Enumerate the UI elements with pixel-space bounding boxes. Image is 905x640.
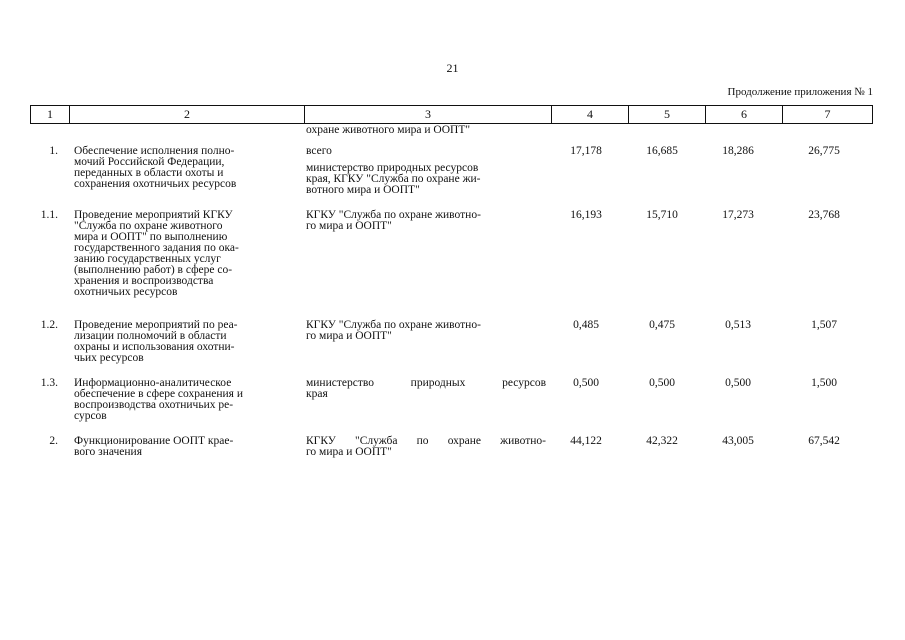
column-header-1: 1	[31, 106, 70, 124]
value-col-6: 43,005	[722, 435, 754, 447]
executor-total: всего	[306, 145, 332, 157]
measure-name: Функционирование ООПТ крае- вого значения	[74, 435, 234, 458]
value-col-5: 0,500	[649, 377, 675, 389]
measure-name: Обеспечение исполнения полно- мочий Российской Федерации, переданных в области охоты и сохранения охотничьих ресурсов	[74, 145, 237, 190]
row-number: 1.	[49, 145, 58, 157]
measure-name: Информационно-аналитическое обеспечение в сфере сохранения и воспроизводства охотничьих ре- сурсов	[74, 377, 243, 422]
column-header-3: 3	[305, 106, 552, 124]
value-col-5: 15,710	[646, 209, 678, 221]
page-number: 21	[446, 61, 459, 75]
value-col-4: 16,193	[570, 209, 602, 221]
column-header-5: 5	[629, 106, 706, 124]
value-col-6: 17,273	[722, 209, 754, 221]
measure-name: Проведение мероприятий КГКУ "Служба по охране животного мира и ООПТ" по выполнению государственного задания по ока- занию государственных услуг (выполнению работ) в сфере со- хранения и воспроизводства охотничьих ресурсов	[74, 209, 239, 298]
carryover-executor-text: охране животного мира и ООПТ"	[306, 124, 471, 136]
value-col-4: 0,500	[573, 377, 599, 389]
continuation-note: Продолжение приложения № 1	[727, 86, 873, 98]
column-header-6: 6	[706, 106, 783, 124]
value-col-6: 0,513	[725, 319, 751, 331]
executor: всего министерство природных ресурсов края, КГКУ "Служба по охране жи- вотного мира и ООПТ"	[306, 146, 546, 196]
value-col-7: 1,507	[811, 319, 837, 331]
executor: КГКУ "Служба по охране животно- го мира и ООПТ"	[306, 435, 546, 458]
row-number: 1.3.	[40, 377, 58, 389]
value-col-4: 0,485	[573, 319, 599, 331]
value-col-5: 0,475	[649, 319, 675, 331]
executor: КГКУ "Служба по охране животно- го мира и ООПТ"	[306, 209, 481, 232]
value-col-7: 1,500	[811, 377, 837, 389]
row-number: 2.	[49, 435, 58, 447]
executor: КГКУ "Служба по охране животно- го мира и ООПТ"	[306, 319, 481, 342]
column-header-2: 2	[70, 106, 305, 124]
column-header-4: 4	[552, 106, 629, 124]
executor: министерство природных ресурсов края	[306, 377, 546, 400]
column-header-7: 7	[783, 106, 873, 124]
value-col-7: 67,542	[808, 435, 840, 447]
value-col-4: 44,122	[570, 435, 602, 447]
value-col-6: 0,500	[725, 377, 751, 389]
row-number: 1.1.	[40, 209, 58, 221]
value-col-6: 18,286	[722, 145, 754, 157]
value-col-4: 17,178	[570, 145, 602, 157]
value-col-5: 42,322	[646, 435, 678, 447]
value-col-7: 23,768	[808, 209, 840, 221]
value-col-7: 26,775	[808, 145, 840, 157]
column-header-row	[30, 105, 873, 124]
row-number: 1.2.	[40, 319, 58, 331]
measure-name: Проведение мероприятий по реа- лизации полномочий в области охраны и использования охотни- чьих ресурсов	[74, 319, 238, 364]
value-col-5: 16,685	[646, 145, 678, 157]
